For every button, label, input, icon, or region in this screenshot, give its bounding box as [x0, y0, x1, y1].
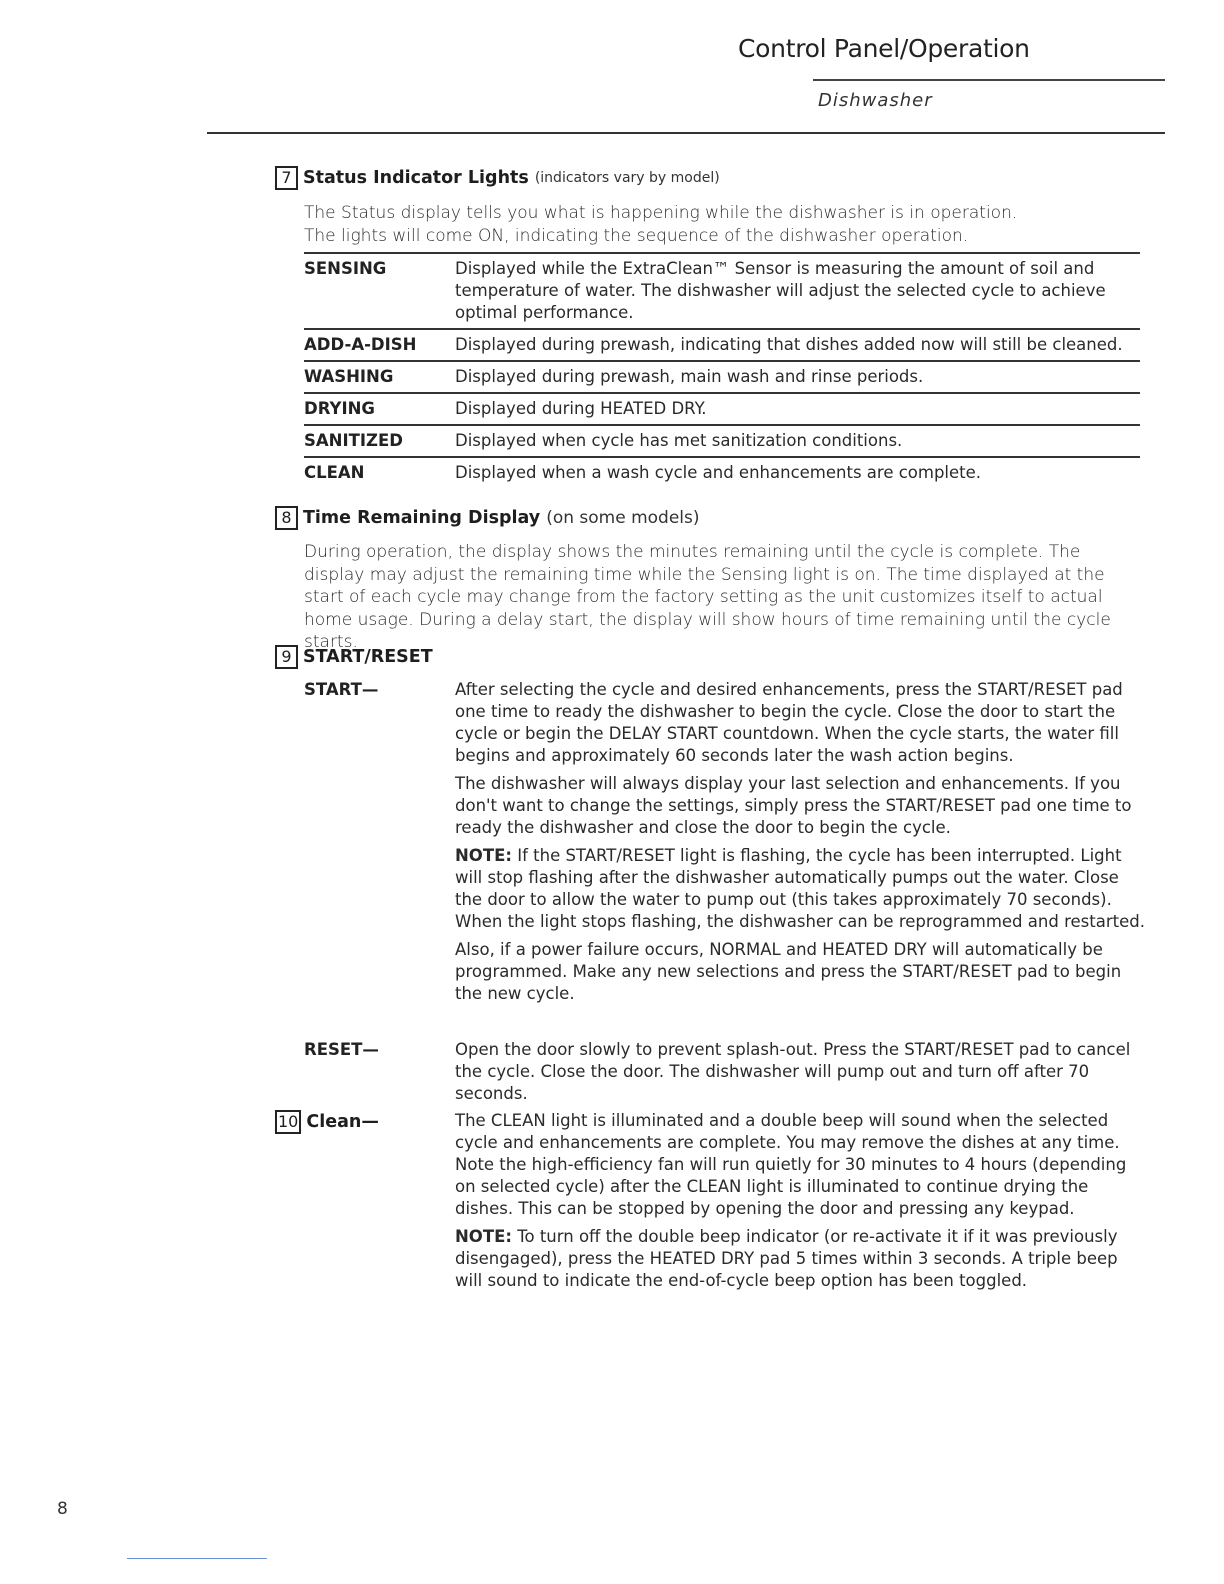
start-paragraph-1: After selecting the cycle and desired enhancements, press the START/RESET pad one time to ready the dishwasher to begin the cycle. Close the door to start the cycle or begin the DELAY START countdown. When the cycle starts, the water fill begins and approximately 60 seconds later the wash action begins.	[455, 680, 1123, 765]
start-body	[455, 679, 1145, 1011]
section-7-note: (indicators vary by model)	[534, 170, 720, 186]
note-label: NOTE:	[455, 846, 512, 865]
clean-note-text: To turn off the double beep indicator (or re-activate it if it was previously disengaged), press the HEATED DRY pad 5 times within 3 seconds. A triple beep will sound to indicate the end-of-cycle beep option has been toggled.	[455, 1227, 1118, 1290]
section-7-intro-line-2: The lights will come ON, indicating the sequence of the dishwasher operation.	[304, 225, 969, 246]
section-10-heading	[275, 1110, 379, 1134]
status-label: SANITIZED	[304, 431, 403, 450]
start-paragraph-2: The dishwasher will always display your last selection and enhancements. If you don't want to change the settings, simply press the START/RESET pad one time to ready the dishwasher and close the door to begin the cycle.	[455, 774, 1132, 837]
section-7-number: 7	[275, 166, 298, 190]
section-10-title: Clean—	[306, 1112, 379, 1132]
table-row	[304, 328, 1140, 360]
section-7-intro-line-1: The Status display tells you what is happening while the dishwasher is in operation.	[304, 203, 1018, 223]
status-label: CLEAN	[304, 463, 365, 482]
status-description: Displayed when a wash cycle and enhancements are complete.	[455, 463, 982, 482]
section-8-note: (on some models)	[546, 508, 700, 528]
table-row	[304, 360, 1140, 392]
section-7-intro	[304, 202, 1144, 247]
section-10-number: 10	[275, 1110, 301, 1134]
status-description: Displayed during HEATED DRY.	[455, 399, 707, 418]
header-rule	[207, 132, 1165, 134]
table-row	[304, 392, 1140, 424]
status-label: ADD-A-DISH	[304, 335, 417, 354]
clean-note	[455, 1226, 1145, 1292]
reset-label: RESET—	[304, 1040, 379, 1059]
section-8-heading	[275, 506, 700, 530]
status-label: WASHING	[304, 367, 394, 386]
table-row	[304, 252, 1140, 328]
start-note	[455, 845, 1145, 933]
page-number: 8	[57, 1499, 68, 1519]
status-label: SENSING	[304, 259, 387, 278]
header-rule-short	[813, 79, 1165, 81]
status-lights-table	[304, 252, 1140, 488]
reset-body: Open the door slowly to prevent splash-out. Press the START/RESET pad to cancel the cycle. Close the door. The dishwasher will pump out and turn off after 70 seconds.	[455, 1040, 1131, 1103]
status-description: Displayed while the ExtraClean™ Sensor is measuring the amount of soil and temperature of water. The dishwasher will adjust the selected cycle to achieve optimal performance.	[455, 259, 1106, 322]
footer-rule	[127, 1558, 267, 1559]
page-subtitle: Dishwasher	[818, 90, 933, 111]
section-8-title: Time Remaining Display	[303, 508, 541, 528]
status-description: Displayed during prewash, main wash and rinse periods.	[455, 367, 924, 386]
status-description: Displayed when cycle has met sanitization conditions.	[455, 431, 903, 450]
page-title: Control Panel/Operation	[738, 34, 1030, 63]
status-description: Displayed during prewash, indicating that dishes added now will still be cleaned.	[455, 335, 1123, 354]
table-row	[304, 456, 1140, 488]
note-label: NOTE:	[455, 1227, 512, 1246]
clean-body	[455, 1110, 1145, 1298]
section-8-number: 8	[275, 506, 298, 530]
section-7-title: Status Indicator Lights	[303, 168, 529, 188]
section-9-title: START/RESET	[303, 647, 433, 667]
start-label: START—	[304, 680, 379, 699]
start-note-text: If the START/RESET light is flashing, the cycle has been interrupted. Light will stop flashing after the dishwasher automatically pumps out the water. Close the door to allow the water to pump out (this takes approximately 70 seconds). When the light stops flashing, the dishwasher can be reprogrammed and restarted.	[455, 846, 1145, 931]
section-9-number: 9	[275, 645, 298, 669]
start-paragraph-4: Also, if a power failure occurs, NORMAL and HEATED DRY will automatically be programmed. Make any new selections and press the START/RESET pad to begin the new cycle.	[455, 940, 1122, 1003]
section-9-heading	[275, 645, 433, 669]
section-7-heading	[275, 166, 720, 190]
clean-paragraph: The CLEAN light is illuminated and a double beep will sound when the selected cycle and enhancements are complete. You may remove the dishes at any time. Note the high-efficiency fan will run quietly for 30 minutes to 4 hours (depending on selected cycle) after the CLEAN light is illuminated to continue drying the dishes. This can be stopped by opening the door and pressing any keypad.	[455, 1111, 1127, 1218]
section-8-body: During operation, the display shows the minutes remaining until the cycle is complete. The display may adjust the remaining time while the Sensing light is on. The time displayed at the start of each cycle may change from the factory setting as the unit customizes itself to actual home usage. During a delay start, the display will show hours of time remaining until the cycle starts.	[304, 542, 1111, 652]
table-row	[304, 424, 1140, 456]
status-label: DRYING	[304, 399, 375, 418]
